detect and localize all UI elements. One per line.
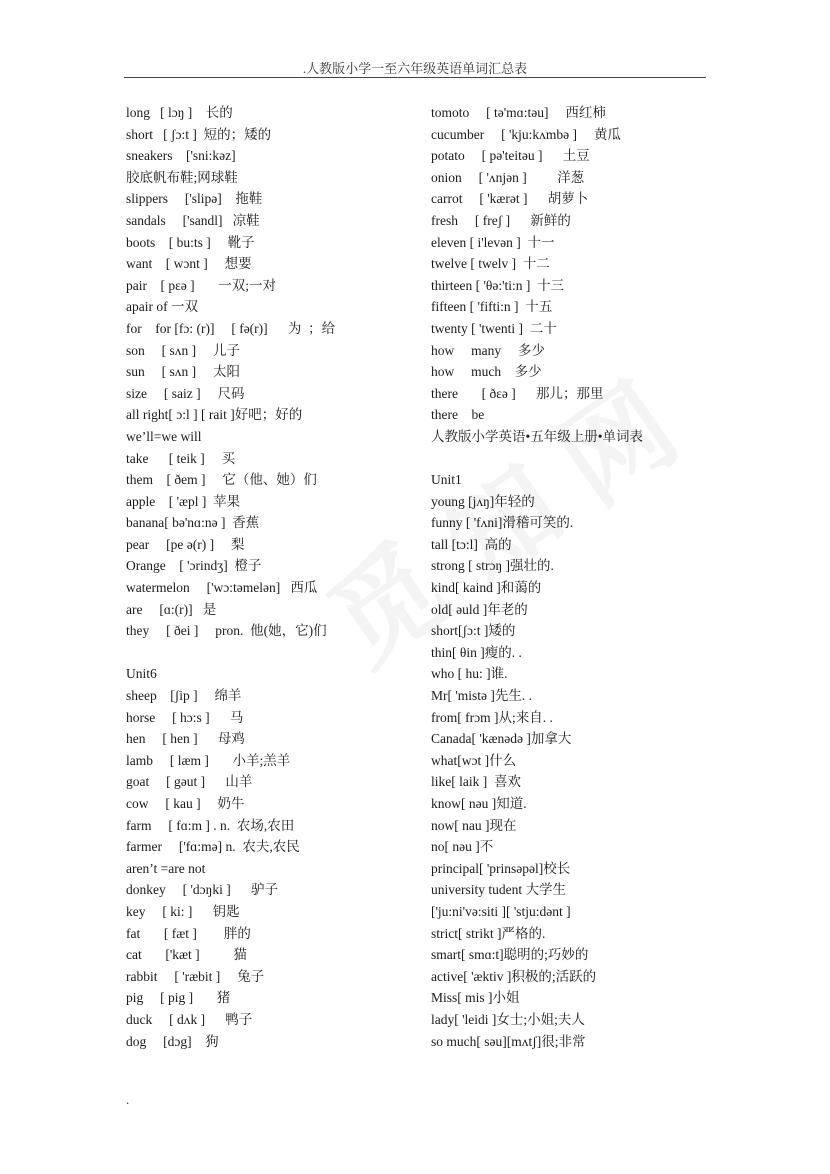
- vocab-line: Unit1: [431, 472, 462, 488]
- vocab-line: are [ɑ:(r)] 是: [126, 601, 217, 617]
- vocab-line: now[ nau ]现在: [431, 817, 517, 833]
- vocab-line: kind[ kaind ]和蔼的: [431, 580, 542, 596]
- vocab-line: fat [ fæt ] 胖的: [126, 925, 251, 941]
- vocab-line: Unit6: [126, 666, 157, 682]
- vocab-line: [126, 642, 426, 664]
- vocab-line: rabbit [ 'ræbit ] 兔子: [126, 968, 265, 984]
- left-column: [126, 102, 426, 1052]
- vocab-line: sheep [ʃip ] 绵羊: [126, 688, 242, 704]
- vocab-line: university tudent 大学生: [431, 882, 566, 898]
- vocab-line: Miss[ mis ]小姐: [431, 990, 520, 1006]
- vocab-line: so much[ səu][mʌtʃ]很;非常: [431, 1033, 586, 1049]
- vocab-line: cucumber [ 'kju:kʌmbə ] 黄瓜: [431, 126, 621, 142]
- vocab-line: active[ 'æktiv ]积极的;活跃的: [431, 968, 597, 984]
- vocab-line: pair [ pɛə ] 一双;一对: [126, 277, 277, 293]
- vocab-line: duck [ dʌk ] 鸭子: [126, 1011, 253, 1027]
- vocab-line: no[ nəu ]不: [431, 839, 494, 855]
- vocab-line: Orange [ 'ɔrindʒ] 橙子: [126, 558, 262, 574]
- vocab-line: like[ laik ] 喜欢: [431, 774, 521, 790]
- vocab-line: short[ʃɔ:t ]矮的: [431, 623, 516, 639]
- vocab-line: pear [pe ə(r) ] 梨: [126, 536, 245, 552]
- vocab-line: they [ ðei ] pron. 他(她，它)们: [126, 623, 327, 639]
- vocab-line: smart[ smɑ:t]聪明的;巧妙的: [431, 947, 589, 963]
- vocab-line: hen [ hen ] 母鸡: [126, 731, 245, 747]
- vocab-line: what[wɔt ]什么: [431, 752, 517, 768]
- vocab-line: aren’t =are not: [126, 860, 206, 876]
- vocab-line: onion [ 'ʌnjən ] 洋葱: [431, 169, 585, 185]
- vocab-line: farmer ['fɑ:mə] n. 农夫,农民: [126, 839, 300, 855]
- vocab-line: thin[ θin ]瘦的. .: [431, 644, 522, 660]
- header-divider: [124, 77, 706, 78]
- vocab-line: from[ frɔm ]从;来自. .: [431, 709, 553, 725]
- vocab-line: pig [ pig ] 猪: [126, 990, 231, 1006]
- vocab-line: we’ll=we will: [126, 428, 202, 444]
- vocab-line: short [ ʃɔ:t ] 短的；矮的: [126, 126, 272, 142]
- vocab-line: how much 多少: [431, 364, 542, 380]
- vocab-line: lamb [ læm ] 小羊;羔羊: [126, 752, 291, 768]
- vocab-line: apair of 一双: [126, 299, 198, 315]
- right-column: [431, 102, 721, 1052]
- vocab-line: young [jʌŋ]年轻的: [431, 493, 535, 509]
- vocab-line: fresh [ freʃ ] 新鲜的: [431, 212, 571, 228]
- vocab-line: want [ wɔnt ] 想要: [126, 256, 252, 272]
- vocab-line: principal[ 'prinsəpəl]校长: [431, 860, 571, 876]
- vocab-line: twenty [ 'twenti ] 二十: [431, 320, 557, 336]
- vocab-line: slippers ['slipə] 拖鞋: [126, 191, 263, 207]
- vocab-line: apple [ 'æpl ] 苹果: [126, 493, 241, 509]
- vocab-line: dog [dɔg] 狗: [126, 1033, 219, 1049]
- vocab-line: there [ ðεə ] 那儿；那里: [431, 385, 604, 401]
- vocab-line: [431, 448, 721, 470]
- vocab-line: strong [ strɔŋ ]强壮的.: [431, 558, 554, 574]
- vocab-line: funny [ 'fʌni]滑稽可笑的.: [431, 515, 574, 531]
- vocab-line: boots [ bu:ts ] 靴子: [126, 234, 255, 250]
- vocab-line: size [ saiz ] 尺码: [126, 385, 245, 401]
- vocab-line: son [ sʌn ] 儿子: [126, 342, 240, 358]
- vocab-line: cat ['kæt ] 猫: [126, 947, 247, 963]
- vocab-line: 胶底帆布鞋;网球鞋: [126, 169, 238, 185]
- vocab-line: long [ lɔŋ ] 长的: [126, 105, 233, 120]
- vocab-line: take [ teik ] 买: [126, 450, 236, 466]
- vocab-line: carrot [ 'kærət ] 胡萝卜: [431, 191, 589, 207]
- vocab-line: eleven [ i'levən ] 十一: [431, 234, 555, 250]
- vocab-line: key [ ki: ] 钥匙: [126, 903, 240, 919]
- vocab-line: know[ nəu ]知道.: [431, 796, 527, 811]
- vocab-line: who [ hu: ]谁.: [431, 666, 508, 682]
- vocab-line: fifteen [ 'fifti:n ] 十五: [431, 299, 553, 315]
- vocab-line: twelve [ twelv ] 十二: [431, 256, 550, 272]
- footer-mark: .: [126, 1092, 130, 1107]
- vocab-line: horse [ hɔ:s ] 马: [126, 709, 244, 725]
- vocab-line: donkey [ 'dɔŋki ] 驴子: [126, 882, 278, 898]
- vocab-line: there be: [431, 407, 485, 423]
- vocab-line: goat [ gəut ] 山羊: [126, 774, 253, 790]
- vocab-line: watermelon ['wɔ:təmelən] 西瓜: [126, 580, 318, 596]
- vocab-line: 人教版小学英语•五年级上册•单词表: [431, 428, 643, 444]
- vocab-line: tomoto [ tə'mɑ:təu] 西红柿: [431, 105, 606, 120]
- vocab-line: for for [fɔ: (r)] [ fə(r)] 为 ；给: [126, 320, 336, 336]
- vocab-line: Canada[ 'kænədə ]加拿大: [431, 731, 572, 747]
- vocab-line: Mr[ 'mistə ]先生. .: [431, 688, 533, 704]
- vocab-line: ['ju:ni'və:siti ][ 'stju:dənt ]: [431, 903, 571, 919]
- vocab-line: them [ ðem ] 它（他、她）们: [126, 472, 317, 488]
- vocab-line: strict[ strikt ]严格的.: [431, 925, 546, 941]
- vocab-line: how many 多少: [431, 342, 545, 358]
- vocab-line: all right[ ɔ:l ] [ rait ]好吧；好的: [126, 407, 303, 423]
- vocab-line: sun [ sʌn ] 太阳: [126, 364, 240, 380]
- vocab-line: cow [ kau ] 奶牛: [126, 796, 245, 811]
- vocab-line: lady[ 'leidi ]女士;小姐;夫人: [431, 1011, 585, 1027]
- vocab-line: farm [ fɑ:m ] . n. 农场,农田: [126, 817, 295, 833]
- vocab-line: tall [tɔ:l] 高的: [431, 536, 512, 552]
- vocab-line: old[ əuld ]年老的: [431, 601, 528, 617]
- vocab-line: thirteen [ 'θə:'ti:n ] 十三: [431, 277, 565, 293]
- vocab-line: sneakers ['sni:kəz]: [126, 148, 236, 164]
- vocab-line: potato [ pə'teitəu ] 土豆: [431, 148, 590, 164]
- vocab-line: banana[ bə'nɑ:nə ] 香蕉: [126, 515, 260, 531]
- vocab-line: sandals ['sandl] 凉鞋: [126, 212, 260, 228]
- page-header-title: .人教版小学一至六年级英语单词汇总表: [302, 61, 528, 76]
